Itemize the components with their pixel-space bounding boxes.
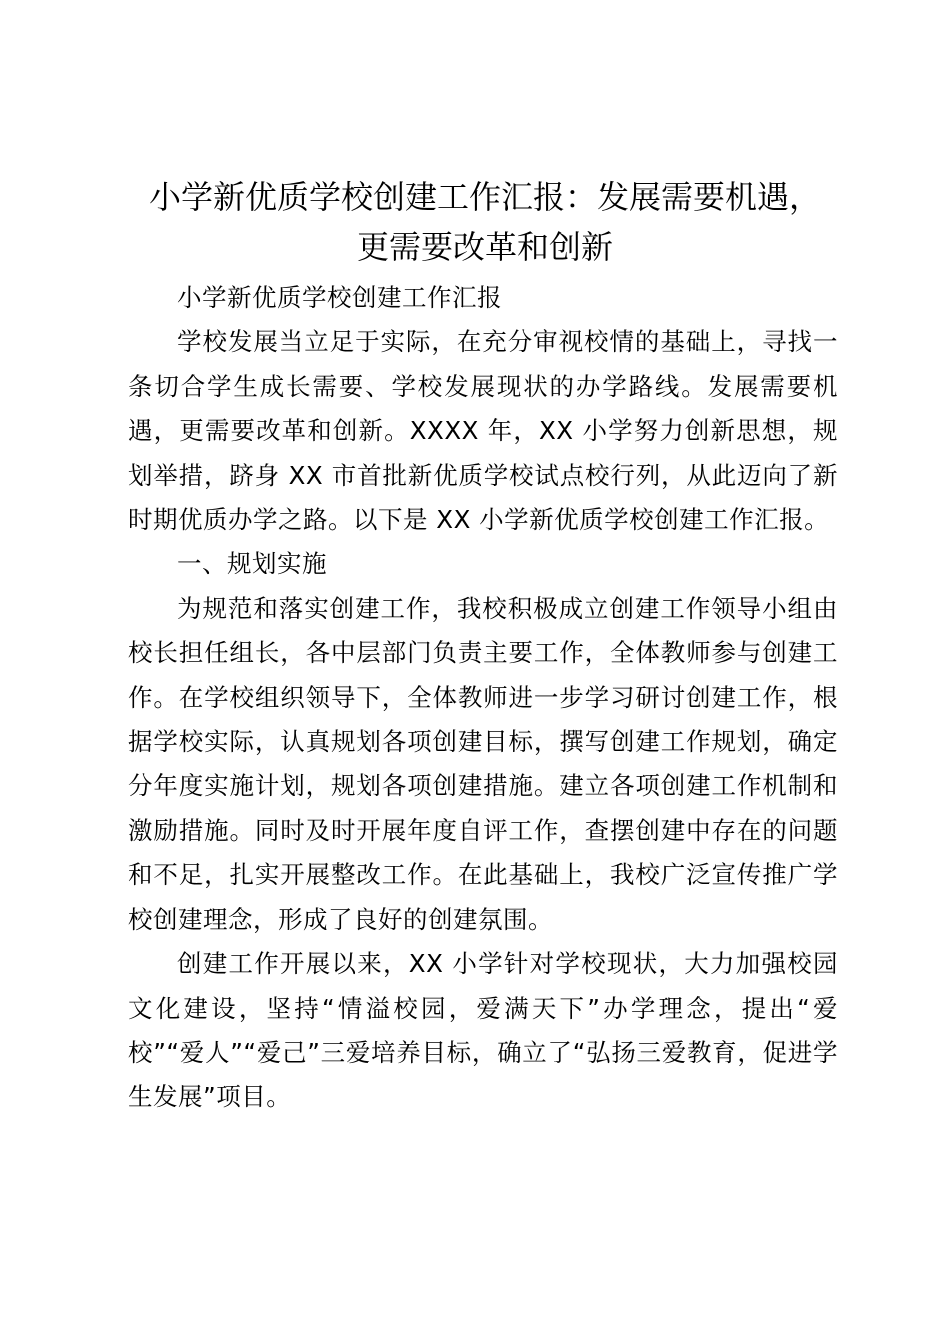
document-title-line-2: 更需要改革和创新 (356, 228, 613, 266)
intro-paragraph: 学校发展当立足于实际，在充分审视校情的基础上，寻找一条切合学生成长需要、学校发展现状的办学路线。发展需要机遇，更需要改革和创新。XXXX 年，XX 小学努力创新思想，规划举措，跻身 XX 市首批新优质学校试点校行列，从此迈向了新时期优质办学之路。以下是 XX 小学新优质学校创建工作汇报。 (128, 327, 838, 535)
section-heading-planning: 一、规划实施 (177, 549, 327, 579)
planning-paragraph: 为规范和落实创建工作，我校积极成立创建工作领导小组由校长担任组长，各中层部门负责主要工作，全体教师参与创建工作。在学校组织领导下，全体教师进一步学习研讨创建工作，根据学校实际，认真规划各项创建目标，撰写创建工作规划，确定分年度实施计划，规划各项创建措施。建立各项创建工作机制和激励措施。同时及时开展年度自评工作，查摆创建中存在的问题和不足，扎实开展整改工作。在此基础上，我校广泛宣传推广学校创建理念，形成了良好的创建氛围。 (128, 593, 838, 934)
report-subtitle: 小学新优质学校创建工作汇报 (177, 283, 502, 312)
culture-paragraph: 创建工作开展以来，XX 小学针对学校现状，大力加强校园文化建设，坚持“情溢校园，爱满天下”办学理念，提出“爱校”“爱人”“爱己”三爱培养目标，确立了“弘扬三爱教育，促进学生发展”项目。 (128, 949, 838, 1112)
document-title-line-1: 小学新优质学校创建工作汇报：发展需要机遇， (148, 178, 821, 216)
document-body (128, 276, 838, 1120)
